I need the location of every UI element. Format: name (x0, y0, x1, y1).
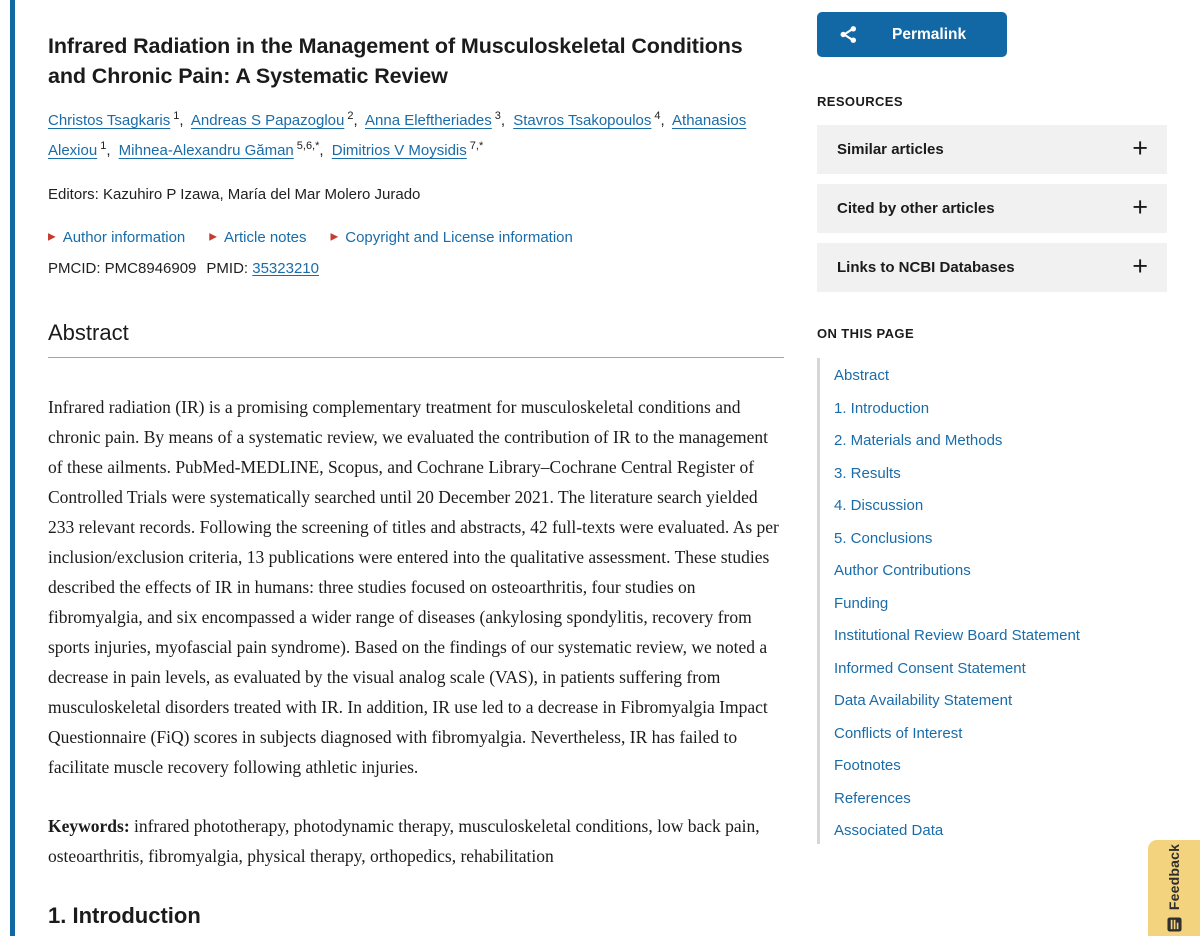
pmcid-label: PMCID: (48, 260, 105, 277)
author-information-link[interactable] (48, 229, 185, 246)
accordion-label: Similar articles (837, 141, 944, 158)
accordion-label: Cited by other articles (837, 200, 995, 217)
article-sidebar (817, 0, 1167, 844)
keywords-label: Keywords: (48, 816, 130, 836)
author-information-label: Author information (62, 229, 186, 246)
toc-item (834, 756, 1167, 775)
toc-link-references[interactable]: References (834, 789, 911, 807)
keywords-text: infrared phototherapy, photodynamic therapy, musculoskeletal conditions, low back pain, osteoarthritis, fibromyalgia, physical therapy, orthopedics, rehabilitation (48, 816, 760, 866)
author-affiliation-sup: 2 (347, 110, 354, 122)
author-affiliation-sup: 5,6,* (296, 140, 320, 152)
toc-item (834, 496, 1167, 515)
editors-line: Editors: Kazuhiro P Izawa, María del Mar Molero Jurado (48, 186, 421, 203)
accordion-cited-by[interactable] (817, 184, 1167, 233)
toc-item (834, 594, 1167, 613)
author-link[interactable]: Dimitrios V Moysidis (331, 142, 467, 159)
author-affiliation-sup: 3 (494, 110, 501, 122)
accordion-similar-articles[interactable] (817, 125, 1167, 174)
plus-icon: + (1132, 133, 1148, 163)
copyright-license-label: Copyright and License information (345, 229, 573, 246)
article-ids (48, 260, 784, 277)
toc-item (834, 724, 1167, 743)
toc-item (834, 821, 1167, 840)
copyright-license-link[interactable] (331, 229, 573, 246)
toc-item (834, 561, 1167, 580)
permalink-button[interactable] (817, 12, 1007, 57)
author (48, 112, 188, 129)
pmcid-value: PMC8946909 (104, 260, 197, 277)
author (191, 112, 362, 129)
keywords-paragraph (48, 811, 784, 871)
article-info-links (48, 229, 784, 246)
toc-link-introduction[interactable]: 1. Introduction (834, 399, 930, 417)
author-affiliation-sup: 4 (654, 110, 661, 122)
expander-triangle-icon: ▶ (48, 231, 56, 242)
abstract-text: Infrared radiation (IR) is a promising complementary treatment for musculoskeletal conditions and chronic pain. By means of a systematic review, we evaluated the contribution of IR to the management of these ailments. PubMed-MEDLINE, Scopus, and Cochrane Library–Cochrane Central Register of Controlled Trials were systematically searched until 20 December 2021. The literature search yielded 233 relevant records. Following the screening of titles and abstracts, 42 full-texts were evaluated. As per inclusion/exclusion criteria, 13 publications were entered into the qualitative assessment. These studies described the effects of IR in humans: three studies focused on osteoarthritis, four studies on fibromyalgia, and six encompassed a wider range of diseases (ankylosing spondylitis, recovery from sports injuries, myofascial pain syndrome). Based on the findings of our systematic review, we noted a decrease in pain levels, as evaluated by the visual analog scale (VAS), in patients suffering from musculoskeletal disorders treated with IR. In addition, IR use led to a decrease in Fibromyalgia Impact Questionnaire (FiQ) scores in subjects diagnosed with fibromyalgia. Nevertheless, IR has failed to facilitate muscle recovery following athletic injuries. (48, 397, 779, 777)
toc-link-discussion[interactable]: 4. Discussion (834, 497, 924, 514)
author-affiliation-sup: 1 (173, 110, 180, 122)
feedback-form-icon (1167, 917, 1182, 932)
plus-icon: + (1132, 251, 1148, 281)
page-accent-bar (10, 0, 15, 936)
author (119, 142, 328, 159)
author-list (48, 106, 784, 166)
expander-triangle-icon: ▶ (330, 231, 339, 242)
feedback-button[interactable] (1148, 840, 1200, 936)
expander-triangle-icon: ▶ (209, 231, 217, 242)
abstract-heading: Abstract (48, 320, 129, 345)
toc-item (834, 691, 1167, 710)
author-separator: , (353, 112, 358, 129)
toc-link-author-contributions[interactable]: Author Contributions (834, 562, 971, 579)
pmid-label: PMID: (206, 260, 253, 277)
toc-link-associated-data[interactable]: Associated Data (834, 822, 944, 839)
toc-item (834, 626, 1167, 645)
on-this-page-heading: ON THIS PAGE (817, 326, 915, 341)
abstract-section-head (48, 320, 784, 358)
author (332, 142, 483, 159)
author (365, 112, 509, 129)
article-notes-link[interactable] (209, 229, 306, 246)
resources-heading: RESOURCES (817, 94, 903, 109)
author-separator: , (660, 112, 665, 129)
toc-item (834, 464, 1167, 483)
permalink-label: Permalink (892, 25, 967, 43)
author-link[interactable]: Andreas S Papazoglou (190, 112, 345, 129)
author-separator: , (319, 142, 324, 159)
author-link[interactable]: Athanasios Alexiou (48, 112, 747, 159)
toc-link-informed-consent[interactable]: Informed Consent Statement (834, 659, 1026, 677)
toc-item (834, 659, 1167, 678)
toc-item (834, 529, 1167, 548)
toc-item (834, 399, 1167, 418)
author-affiliation-sup: 1 (100, 140, 107, 152)
article-notes-label: Article notes (223, 229, 307, 246)
author-separator: , (179, 112, 184, 129)
author-link[interactable]: Christos Tsagkaris (48, 112, 171, 129)
on-this-page-nav (817, 358, 1167, 844)
author-link[interactable]: Stavros Tsakopoulos (513, 112, 652, 129)
article-title: Infrared Radiation in the Management of Musculoskeletal Conditions and Chronic Pain: A Systematic Review (48, 34, 743, 88)
toc-link-data-availability[interactable]: Data Availability Statement (834, 692, 1013, 709)
author-separator: , (500, 112, 506, 129)
article-main (48, 0, 784, 929)
toc-link-results[interactable]: 3. Results (834, 464, 901, 482)
toc-item (834, 789, 1167, 808)
pmid-link[interactable]: 35323210 (252, 260, 319, 277)
toc-item (834, 366, 1167, 385)
toc-link-footnotes[interactable]: Footnotes (834, 757, 901, 774)
toc-link-materials-methods[interactable]: 2. Materials and Methods (834, 432, 1003, 449)
resources-accordion (817, 125, 1167, 292)
introduction-heading: 1. Introduction (48, 903, 201, 928)
feedback-label: Feedback (1166, 843, 1182, 911)
author-affiliation-sup: 7,* (469, 140, 484, 152)
author-link[interactable]: Anna Eleftheriades (365, 112, 492, 129)
toc-link-irb-statement[interactable]: Institutional Review Board Statement (834, 627, 1080, 644)
author-link[interactable]: Mihnea-Alexandru Găman (118, 142, 294, 159)
toc-item (834, 431, 1167, 450)
toc-link-abstract[interactable]: Abstract (834, 367, 890, 384)
share-icon (838, 24, 859, 45)
author-separator: , (106, 142, 111, 159)
toc-link-funding[interactable]: Funding (834, 594, 889, 612)
plus-icon: + (1132, 192, 1148, 222)
toc-link-conclusions[interactable]: 5. Conclusions (834, 529, 933, 547)
accordion-label: Links to NCBI Databases (837, 259, 1015, 276)
toc-link-conflicts[interactable]: Conflicts of Interest (834, 724, 963, 742)
accordion-ncbi-links[interactable] (817, 243, 1167, 292)
author (513, 112, 668, 129)
